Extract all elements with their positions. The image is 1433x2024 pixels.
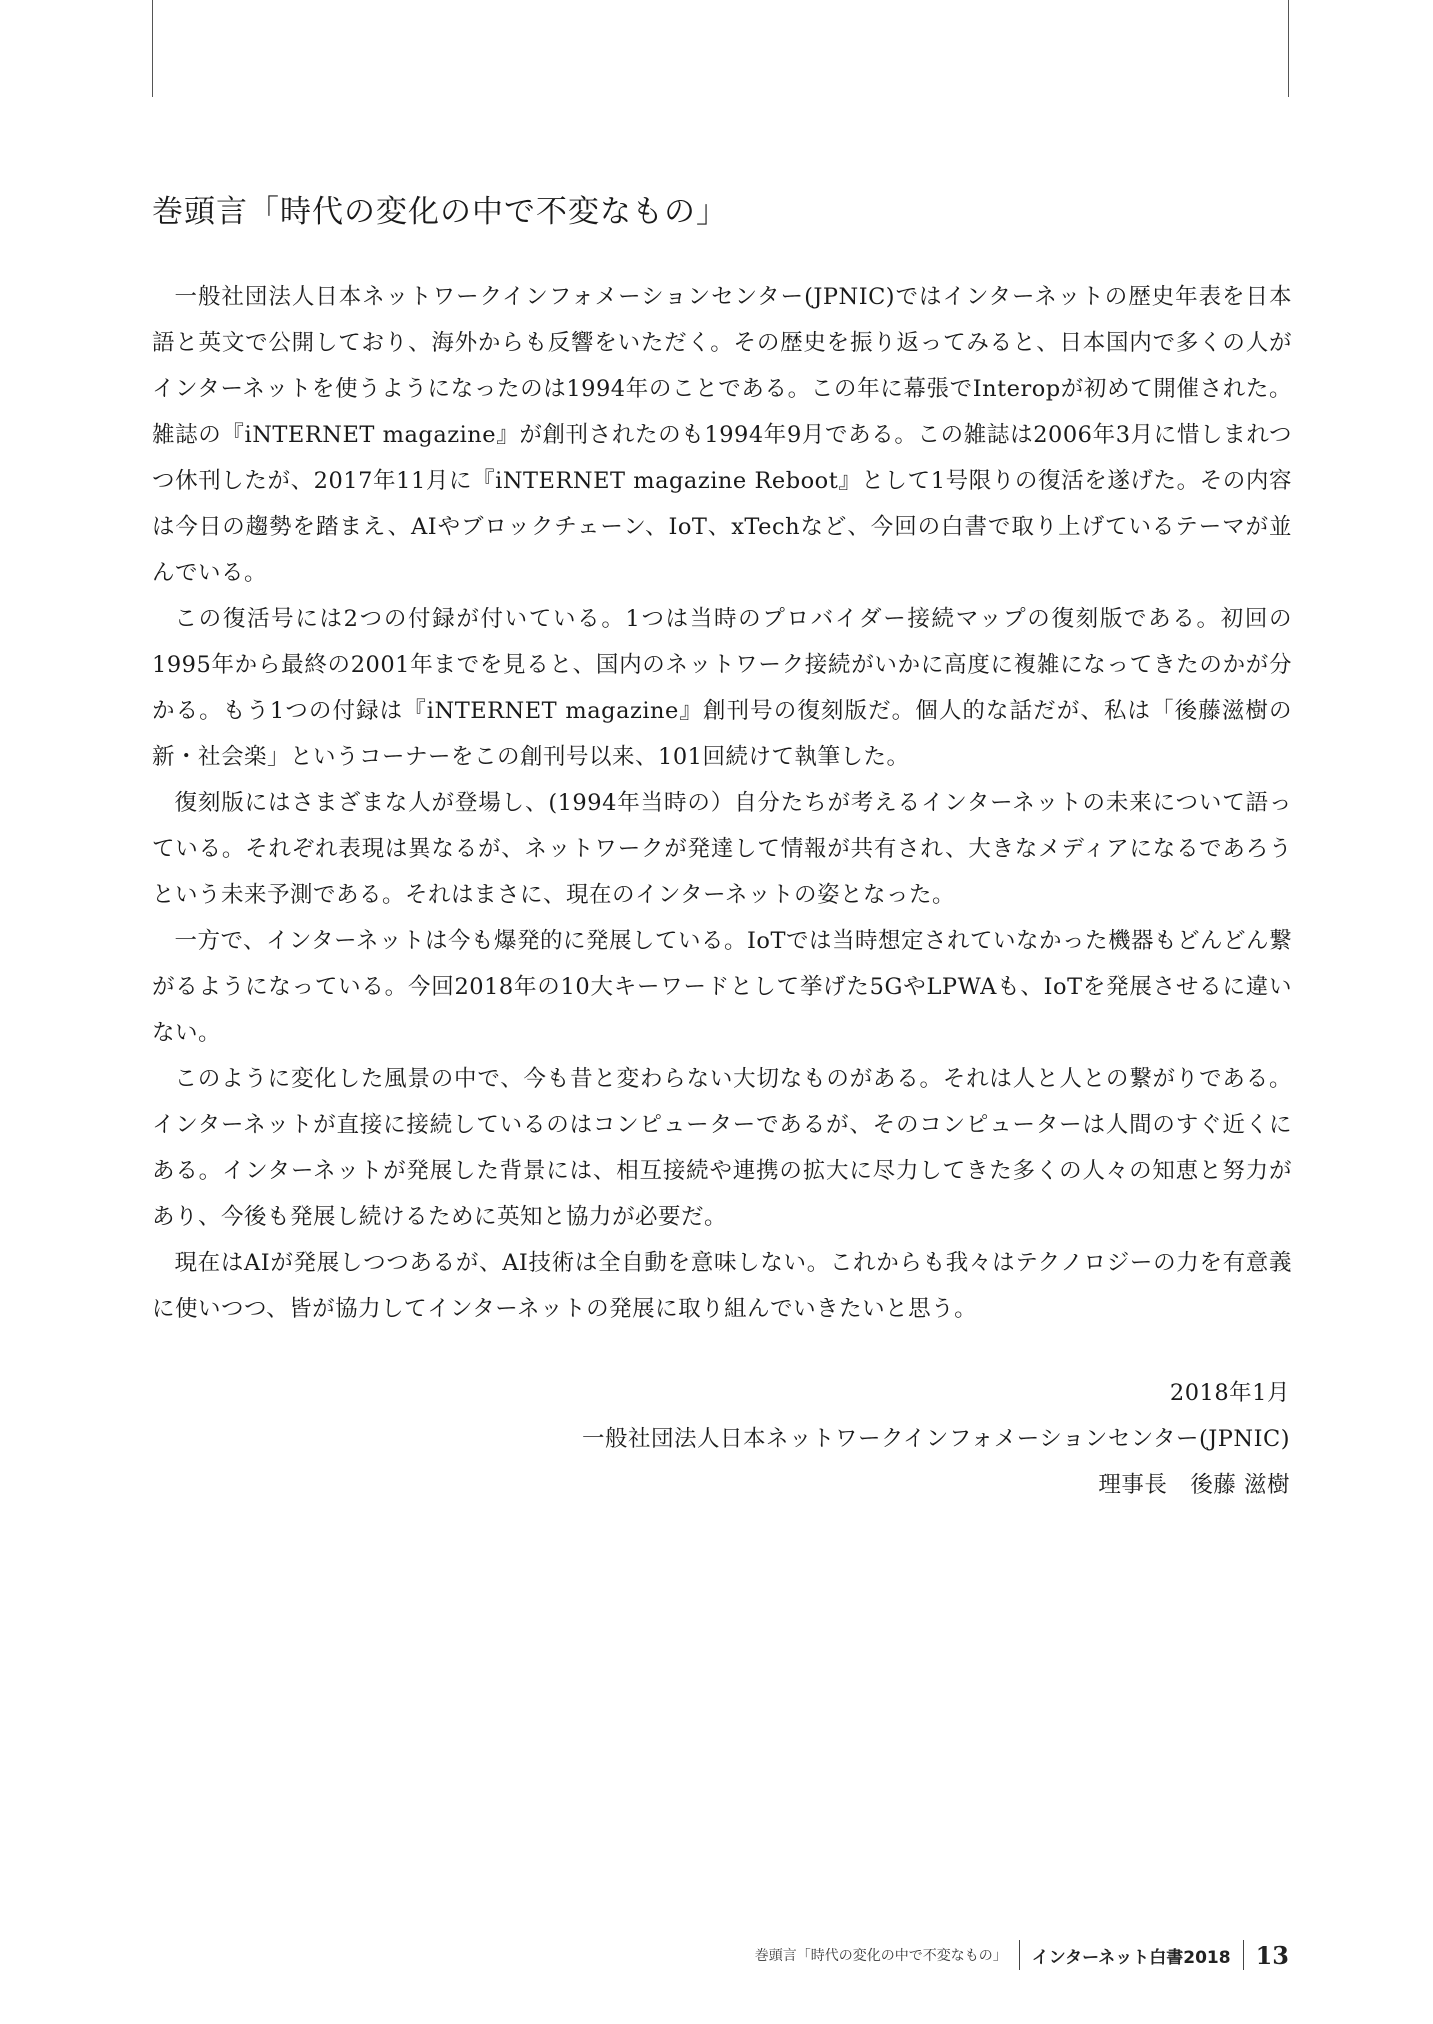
page-number: 13 (1255, 1940, 1289, 1970)
page-title: 巻頭言「時代の変化の中で不変なもの」 (152, 194, 728, 230)
crop-mark-left (152, 0, 153, 97)
footer-divider (1243, 1940, 1244, 1970)
article-body (152, 274, 1292, 1332)
paragraph: この復活号には2つの付録が付いている。1つは当時のプロバイダー接続マップの復刻版である。初回の1995年から最終の2001年までを見ると、国内のネットワーク接続がいかに高度に複雑になってきたのかが分かる。もう1つの付録は『iNTERNET magazine』創刊号の復刻版だ。個人的な話だが、私は「後藤滋樹の新・社会楽」というコーナーをこの創刊号以来、101回続けて執筆した。 (152, 606, 1292, 770)
paragraph: このように変化した風景の中で、今も昔と変わらない大切なものがある。それは人と人との繋がりである。インターネットが直接に接続しているのはコンピューターであるが、そのコンピューターは人間のすぐ近くにある。インターネットが発展した背景には、相互接続や連携の拡大に尽力してきた多くの人々の知恵と努力があり、今後も発展し続けるために英知と協力が必要だ。 (152, 1066, 1292, 1230)
page-footer (755, 1938, 1289, 1972)
paragraph: 一般社団法人日本ネットワークインフォメーションセンター(JPNIC)ではインターネットの歴史年表を日本語と英文で公開しており、海外からも反響をいただく。その歴史を振り返ってみると、日本国内で多くの人がインターネットを使うようになったのは1994年のことである。この年に幕張でInteropが初めて開催された。雑誌の『iNTERNET magazine』が創刊されたのも1994年9月である。この雑誌は2006年3月に惜しまれつつ休刊したが、2017年11月に『iNTERNET magazine Reboot』として1号限りの復活を遂げた。その内容は今日の趨勢を踏まえ、AIやブロックチェーン、IoT、xTechなど、今回の白書で取り上げているテーマが並んでいる。 (152, 284, 1292, 586)
paragraph: 復刻版にはさまざまな人が登場し、(1994年当時の）自分たちが考えるインターネットの未来について語っている。それぞれ表現は異なるが、ネットワークが発達して情報が共有され、大きなメディアになるであろうという未来予測である。それはまさに、現在のインターネットの姿となった。 (152, 790, 1292, 908)
crop-mark-right (1288, 0, 1289, 97)
footer-section-title: 巻頭言「時代の変化の中で不変なもの」 (754, 1948, 1007, 1964)
signature-organization: 一般社団法人日本ネットワークインフォメーションセンター(JPNIC) (582, 1426, 1290, 1452)
signature-date: 2018年1月 (1169, 1380, 1290, 1406)
footer-book-title: インターネット白書2018 (1031, 1947, 1231, 1968)
signature-author: 理事長 後藤 滋樹 (1098, 1472, 1290, 1498)
paragraph: 現在はAIが発展しつつあるが、AI技術は全自動を意味しない。これからも我々はテクノロジーの力を有意義に使いつつ、皆が協力してインターネットの発展に取り組んでいきたいと思う。 (152, 1250, 1292, 1322)
footer-divider (1019, 1940, 1020, 1970)
signature-block (582, 1370, 1290, 1508)
paragraph: 一方で、インターネットは今も爆発的に発展している。IoTでは当時想定されていなかった機器もどんどん繋がるようになっている。今回2018年の10大キーワードとして挙げた5GやLPWAも、IoTを発展させるに違いない。 (152, 928, 1292, 1046)
